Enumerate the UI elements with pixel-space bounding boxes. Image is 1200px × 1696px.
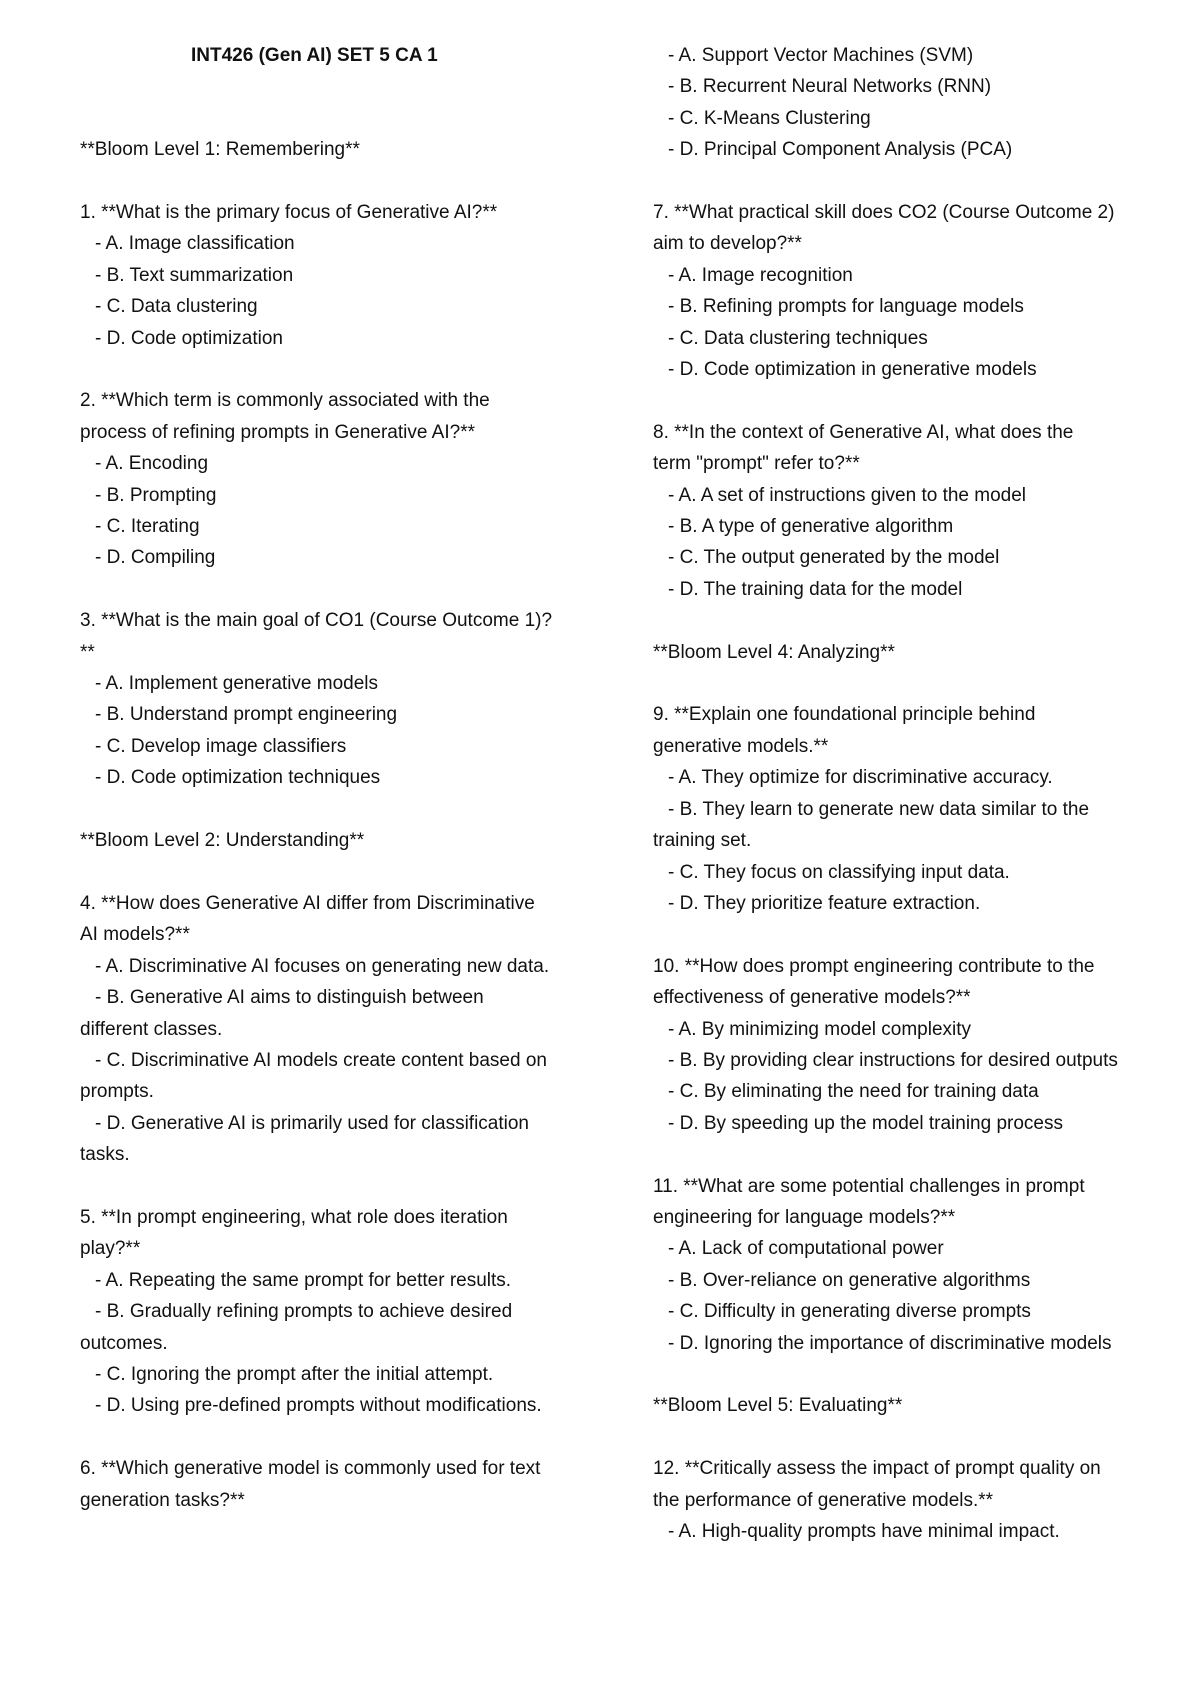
question-5 xyxy=(80,1202,620,1422)
question-text: 3. **What is the main goal of CO1 (Course Outcome 1)? xyxy=(80,610,553,632)
question-2 xyxy=(80,385,620,573)
bloom-level-2-heading: **Bloom Level 2: Understanding** xyxy=(80,830,365,852)
option-b: - B. Text summarization xyxy=(95,264,294,286)
option-a: - A. Lack of computational power xyxy=(668,1238,944,1260)
question-7 xyxy=(653,197,1173,385)
question-11 xyxy=(653,1171,1173,1359)
question-6-options xyxy=(653,40,1173,166)
question-text: 2. **Which term is commonly associated with the xyxy=(80,390,490,412)
option-a: - A. Implement generative models xyxy=(95,673,379,695)
option-c-cont: prompts. xyxy=(80,1081,154,1103)
question-text: 12. **Critically assess the impact of prompt quality on xyxy=(653,1458,1101,1480)
question-text-cont: engineering for language models?** xyxy=(653,1206,956,1228)
option-b-cont: outcomes. xyxy=(80,1332,168,1354)
question-text-cont: process of refining prompts in Generative AI?** xyxy=(80,421,475,443)
option-d: - D. They prioritize feature extraction. xyxy=(668,892,981,914)
option-d: - D. The training data for the model xyxy=(668,578,963,600)
question-6 xyxy=(80,1453,620,1516)
option-d: - D. Principal Component Analysis (PCA) xyxy=(668,139,1013,161)
option-c: - C. By eliminating the need for training data xyxy=(668,1081,1039,1103)
question-9 xyxy=(653,699,1173,919)
question-text-cont: the performance of generative models.** xyxy=(653,1489,994,1511)
question-10 xyxy=(653,951,1173,1139)
question-12 xyxy=(653,1453,1173,1547)
option-b: - B. They learn to generate new data similar to the xyxy=(668,798,1090,820)
question-4 xyxy=(80,888,620,1171)
question-text: 1. **What is the primary focus of Generative AI?** xyxy=(80,202,498,223)
question-text-cont: AI models?** xyxy=(80,924,190,946)
option-c: - C. The output generated by the model xyxy=(668,547,1000,569)
question-3 xyxy=(80,605,620,793)
option-b: - B. By providing clear instructions for desired outputs xyxy=(668,1049,1118,1071)
option-a: - A. Image recognition xyxy=(668,264,853,286)
option-c: - C. Difficulty in generating diverse prompts xyxy=(668,1301,1031,1323)
bloom-level-4-heading: **Bloom Level 4: Analyzing** xyxy=(653,641,895,663)
option-b: - B. Refining prompts for language models xyxy=(668,296,1024,318)
left-column xyxy=(80,40,620,1516)
option-b: - B. Understand prompt engineering xyxy=(95,704,398,726)
option-d: - D. By speeding up the model training process xyxy=(668,1112,1063,1134)
spacer xyxy=(80,103,620,134)
question-text: 6. **Which generative model is commonly used for text xyxy=(80,1458,541,1480)
question-text: 11. **What are some potential challenges in prompt xyxy=(653,1175,1085,1197)
option-a: - A. Repeating the same prompt for better results. xyxy=(95,1269,512,1291)
option-b: - B. Prompting xyxy=(95,484,217,506)
bloom-level-5-heading: **Bloom Level 5: Evaluating** xyxy=(653,1395,903,1417)
option-c: - C. Develop image classifiers xyxy=(95,735,347,757)
question-text-cont: effectiveness of generative models?** xyxy=(653,987,971,1009)
option-d: - D. Generative AI is primarily used for classification xyxy=(95,1112,529,1134)
right-column xyxy=(653,40,1173,1547)
option-a: - A. Image classification xyxy=(95,233,295,255)
question-text: 7. **What practical skill does CO2 (Course Outcome 2) xyxy=(653,202,1115,224)
option-d: - D. Code optimization techniques xyxy=(95,767,381,789)
question-8 xyxy=(653,417,1173,605)
spacer xyxy=(80,40,620,71)
option-b: - B. Over-reliance on generative algorithms xyxy=(668,1269,1031,1291)
option-c: - C. Data clustering techniques xyxy=(668,327,928,349)
question-text-cont: aim to develop?** xyxy=(653,233,802,255)
option-a: - A. By minimizing model complexity xyxy=(668,1018,972,1040)
option-d: - D. Compiling xyxy=(95,547,216,569)
question-text-cont: ** xyxy=(80,641,95,663)
option-c: - C. K-Means Clustering xyxy=(668,107,871,129)
question-text: 8. **In the context of Generative AI, what does the xyxy=(653,421,1074,443)
question-1 xyxy=(80,197,620,354)
option-c: - C. They focus on classifying input data. xyxy=(668,861,1010,883)
option-d: - D. Code optimization xyxy=(95,327,283,349)
option-d-cont: tasks. xyxy=(80,1144,130,1166)
option-a: - A. High-quality prompts have minimal impact. xyxy=(668,1520,1060,1542)
option-a: - A. They optimize for discriminative accuracy. xyxy=(668,767,1053,789)
option-b: - B. Gradually refining prompts to achieve desired xyxy=(95,1301,513,1323)
option-a: - A. Discriminative AI focuses on generating new data. xyxy=(95,955,550,977)
question-text: 9. **Explain one foundational principle behind xyxy=(653,704,1036,726)
bloom-level-1-heading: **Bloom Level 1: Remembering** xyxy=(80,139,360,161)
option-c: - C. Ignoring the prompt after the initial attempt. xyxy=(95,1363,494,1385)
option-d: - D. Code optimization in generative models xyxy=(668,359,1037,381)
question-text: 5. **In prompt engineering, what role does iteration xyxy=(80,1206,508,1228)
question-text-cont: generative models.** xyxy=(653,735,829,757)
option-d: - D. Ignoring the importance of discriminative models xyxy=(668,1332,1112,1354)
option-b: - B. A type of generative algorithm xyxy=(668,516,954,538)
option-d: - D. Using pre-defined prompts without modifications. xyxy=(95,1395,542,1417)
option-b: - B. Generative AI aims to distinguish between xyxy=(95,987,484,1009)
option-c: - C. Discriminative AI models create content based on xyxy=(95,1049,547,1071)
question-text-cont: term "prompt" refer to?** xyxy=(653,453,860,475)
question-text: 10. **How does prompt engineering contribute to the xyxy=(653,955,1095,977)
option-a: - A. Support Vector Machines (SVM) xyxy=(668,45,974,66)
question-text-cont: generation tasks?** xyxy=(80,1489,245,1511)
option-b-cont: training set. xyxy=(653,830,752,852)
option-c: - C. Iterating xyxy=(95,516,200,538)
option-c: - C. Data clustering xyxy=(95,296,258,318)
option-a: - A. Encoding xyxy=(95,453,209,475)
question-text: 4. **How does Generative AI differ from Discriminative xyxy=(80,892,535,914)
option-a: - A. A set of instructions given to the model xyxy=(668,484,1027,506)
question-text-cont: play?** xyxy=(80,1238,141,1260)
option-b: - B. Recurrent Neural Networks (RNN) xyxy=(668,76,992,98)
option-b-cont: different classes. xyxy=(80,1018,223,1040)
document-title: INT426 (Gen AI) SET 5 CA 1 xyxy=(191,45,438,66)
